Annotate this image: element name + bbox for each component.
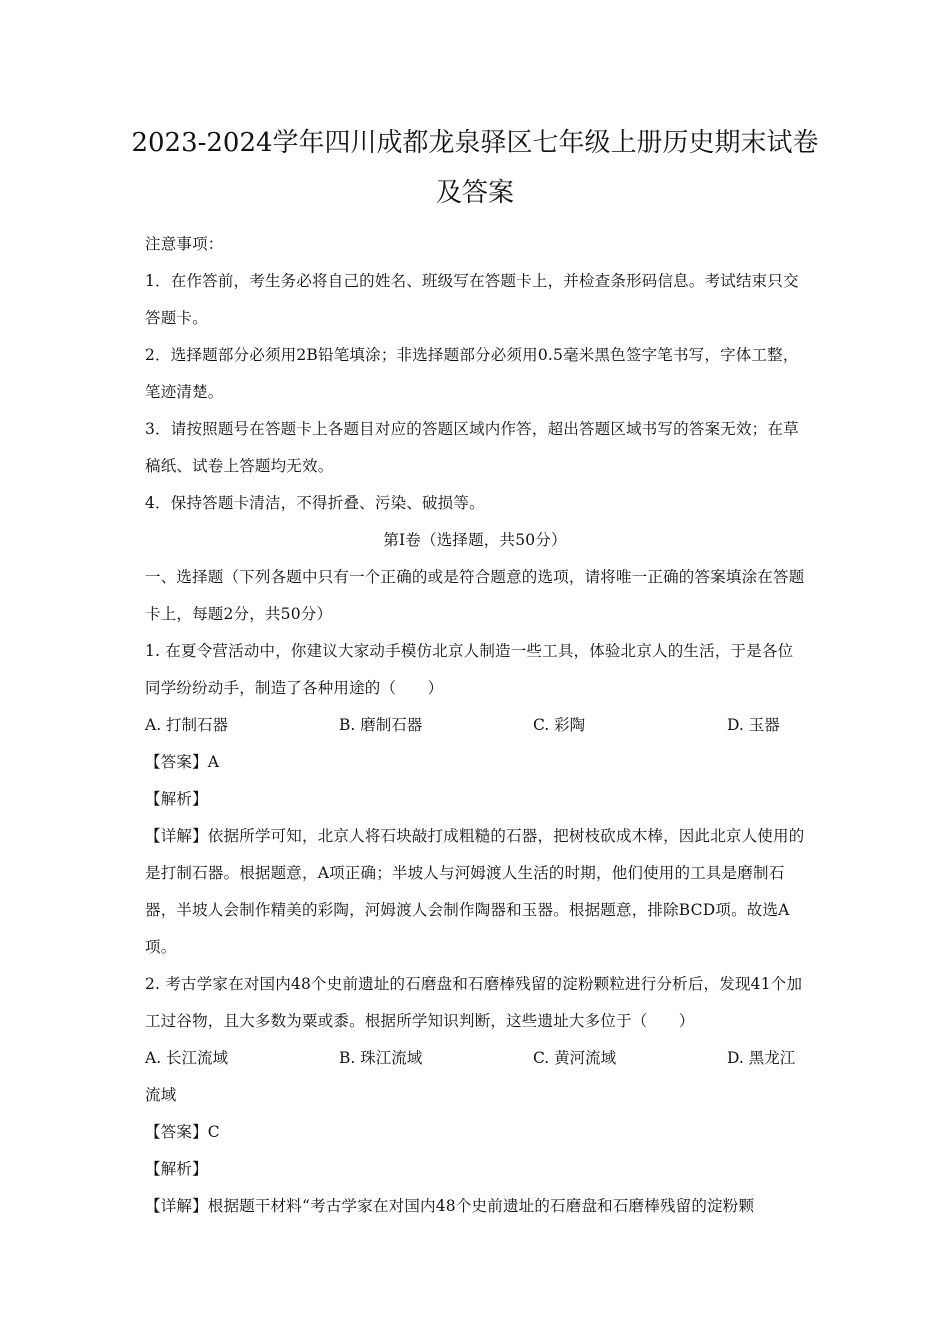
notice-item-1: 1．在作答前，考生务必将自己的姓名、班级写在答题卡上，并检查条形码信息。考试结束只交答题卡。 [145, 272, 799, 327]
section-intro: 一、选择题（下列各题中只有一个正确的或是符合题意的选项，请将唯一正确的答案填涂在答题卡上，每题2分，共50分） [145, 568, 805, 623]
question-2-options [145, 1040, 805, 1077]
question-2-analysis-label: 【解析】 [145, 1160, 208, 1178]
question-2-detail: 【详解】根据题干材料“考古学家在对国内48个史前遗址的石磨盘和石磨棒残留的淀粉颗 [145, 1197, 755, 1215]
notice-header: 注意事项： [145, 235, 224, 253]
question-2-stem: 2. 考古学家在对国内48个史前遗址的石磨盘和石磨棒残留的淀粉颗粒进行分析后，发现41个加工过谷物，且大多数为粟或黍。根据所学知识判断，这些遗址大多位于（ ） [145, 975, 803, 1030]
document-title [125, 118, 825, 218]
notice-item-4: 4．保持答题卡清洁，不得折叠、污染、破损等。 [145, 494, 485, 512]
notice-item-3: 3．请按照题号在答题卡上各题目对应的答题区域内作答，超出答题区域书写的答案无效；在草稿纸、试卷上答题均无效。 [145, 420, 799, 475]
question-1-stem: 1. 在夏令营活动中，你建议大家动手模仿北京人制造一些工具，体验北京人的生活，于是各位同学纷纷动手，制造了各种用途的（ ） [145, 642, 794, 697]
question-1-option-d: D. 玉器 [727, 716, 780, 734]
question-2-option-d-wrap: 流域 [145, 1086, 177, 1104]
notice-item-2: 2．选择题部分必须用2B铅笔填涂；非选择题部分必须用0.5毫米黑色签字笔书写，字体工整，笔迹清楚。 [145, 346, 799, 401]
title-line-1: 2023-2024学年四川成都龙泉驿区七年级上册历史期末试卷 [131, 128, 819, 158]
question-1-option-a: A. 打制石器 [145, 716, 229, 734]
question-2-option-a: A. 长江流域 [145, 1049, 229, 1067]
section-title: 第Ⅰ卷（选择题，共50分） [383, 531, 567, 549]
question-2-option-d: D. 黑龙江 [727, 1049, 796, 1067]
question-1-answer: 【答案】A [145, 753, 220, 771]
question-2-answer: 【答案】C [145, 1123, 220, 1141]
question-1-option-b: B. 磨制石器 [339, 716, 423, 734]
question-2-option-b: B. 珠江流域 [339, 1049, 423, 1067]
question-1-options [145, 707, 805, 744]
exam-page [131, 118, 819, 1225]
question-1-detail: 【详解】依据所学可知，北京人将石块敲打成粗糙的石器，把树枝砍成木棒，因此北京人使用的是打制石器。根据题意，A项正确；半坡人与河姆渡人生活的时期，他们使用的工具是磨制石器，半坡人会制作精美的彩陶，河姆渡人会制作陶器和玉器。根据题意，排除BCD项。故选A项。 [145, 827, 805, 956]
title-line-2: 及答案 [435, 178, 514, 208]
question-1-analysis-label: 【解析】 [145, 790, 208, 808]
question-2-option-c: C. 黄河流域 [533, 1049, 617, 1067]
question-1-option-c: C. 彩陶 [533, 716, 586, 734]
